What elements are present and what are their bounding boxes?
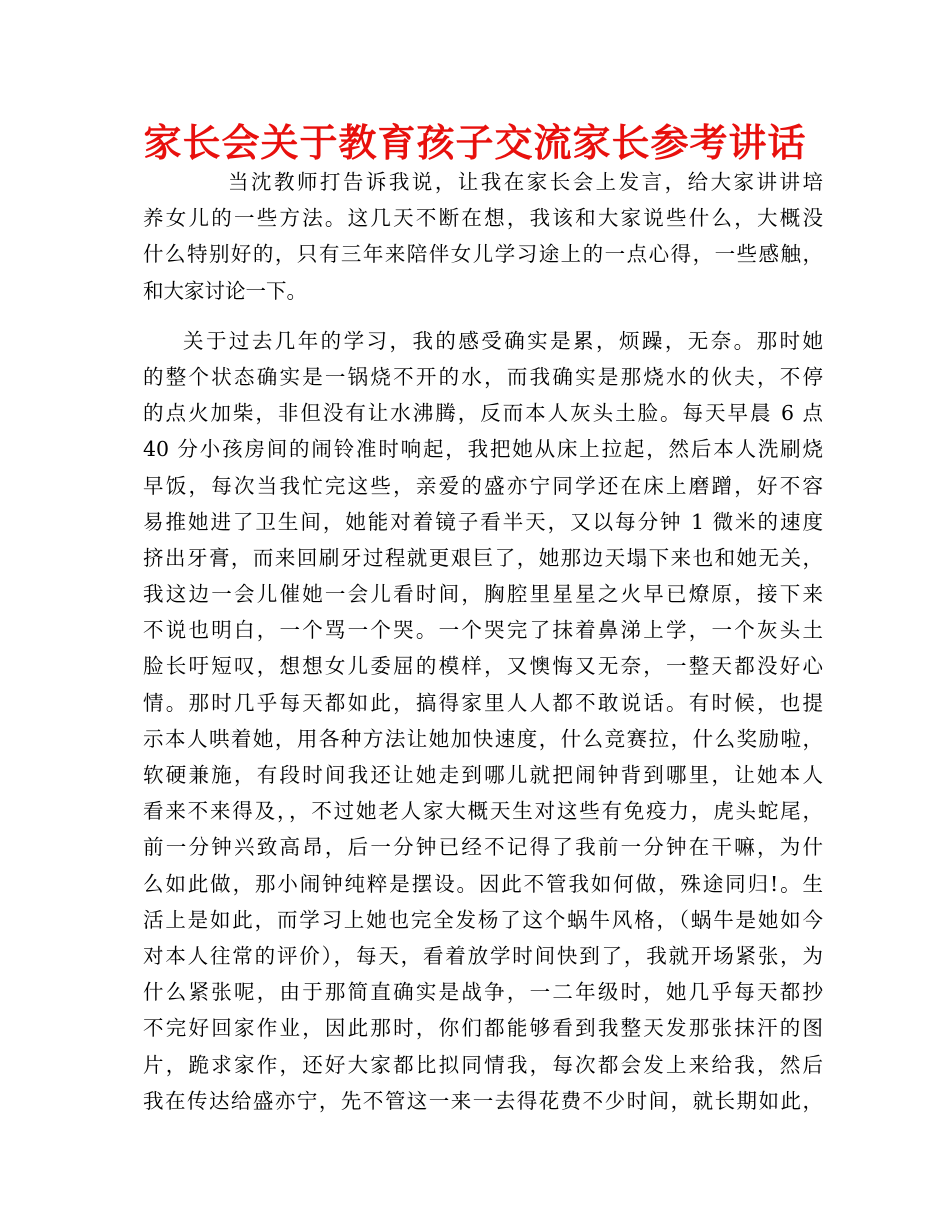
text-line: 什么紧张呢，由于那简直确实是战争，一二年级时，她几乎每天都抄 [143,980,823,1005]
text-line: 脸长吁短叹，想想女儿委屈的模样，又懊悔又无奈，一整天都没好心 [143,654,823,679]
text-line: 的整个状态确实是一锅烧不开的水，而我确实是那烧水的伙夫，不停 [143,364,823,389]
paragraph-spacer [143,309,823,323]
text-line: 对本人往常的评价），每天，看着放学时间快到了，我就开场紧张，为 [143,943,823,968]
text-line: 易推她进了卫生间，她能对着镜子看半天，又以每分钟 1 微米的速度 [143,509,823,534]
text-line: 前一分钟兴致高昂，后一分钟已经不记得了我前一分钟在干嘛，为什 [143,835,823,860]
text-line: 不完好回家作业，因此那时，你们都能够看到我整天发那张抹汗的图 [143,1016,823,1041]
text-line: 我这边一会儿催她一会儿看时间，胸腔里星星之火早已燎原，接下来 [143,582,823,607]
text-line: 我在传达给盛亦宁，先不管这一来一去得花费不少时间，就长期如此， [143,1088,823,1113]
text-line: 示本人哄着她，用各种方法让她加快速度，什么竞赛拉，什么奖励啦， [143,726,823,751]
document-body [143,164,823,1119]
text-line: 养女儿的一些方法。这几天不断在想，我该和大家说些什么，大概没 [143,206,823,231]
text-line: 情。那时几乎每天都如此，搞得家里人人都不敢说话。有时候，也提 [143,690,823,715]
text-line: 40 分小孩房间的闹铃准时响起，我把她从床上拉起，然后本人洗刷烧 [143,437,823,462]
text-line: 活上是如此，而学习上她也完全发杨了这个蜗牛风格，（蜗牛是她如今 [143,907,823,932]
text-line: 挤出牙膏，而来回刷牙过程就更艰巨了，她那边天塌下来也和她无关， [143,545,823,570]
text-line: 片，跪求家作，还好大家都比拟同情我，每次都会发上来给我，然后 [143,1052,823,1077]
paragraph-2 [143,323,823,1119]
text-line: 和大家讨论一下。 [143,278,307,303]
text-line: 看来不来得及，，不过她老人家大概天生对这些有免疫力，虎头蛇尾， [143,799,823,824]
text-line: 什么特别好的，只有三年来陪伴女儿学习途上的一点心得，一些感触， [143,242,823,267]
text-line: 不说也明白，一个骂一个哭。一个哭完了抹着鼻涕上学，一个灰头土 [143,618,823,643]
text-line: 早饭，每次当我忙完这些，亲爱的盛亦宁同学还在床上磨蹭，好不容 [143,473,823,498]
text-line: 的点火加柴，非但没有让水沸腾，反而本人灰头土脸。每天早晨 6 点 [143,401,823,426]
text-line: 当沈教师打告诉我说，让我在家长会上发言，给大家讲讲培 [228,170,823,194]
text-line: 软硬兼施，有段时间我还让她走到哪儿就把闹钟背到哪里，让她本人 [143,763,823,787]
paragraph-1 [143,164,823,309]
text-line: 么如此做，那小闹钟纯粹是摆设。因此不管我如何做，殊途同归!。生 [143,871,823,896]
document-title: 家长会关于教育孩子交流家长参考讲话 [143,121,807,165]
text-line: 关于过去几年的学习，我的感受确实是累，烦躁，无奈。那时她 [183,328,823,353]
